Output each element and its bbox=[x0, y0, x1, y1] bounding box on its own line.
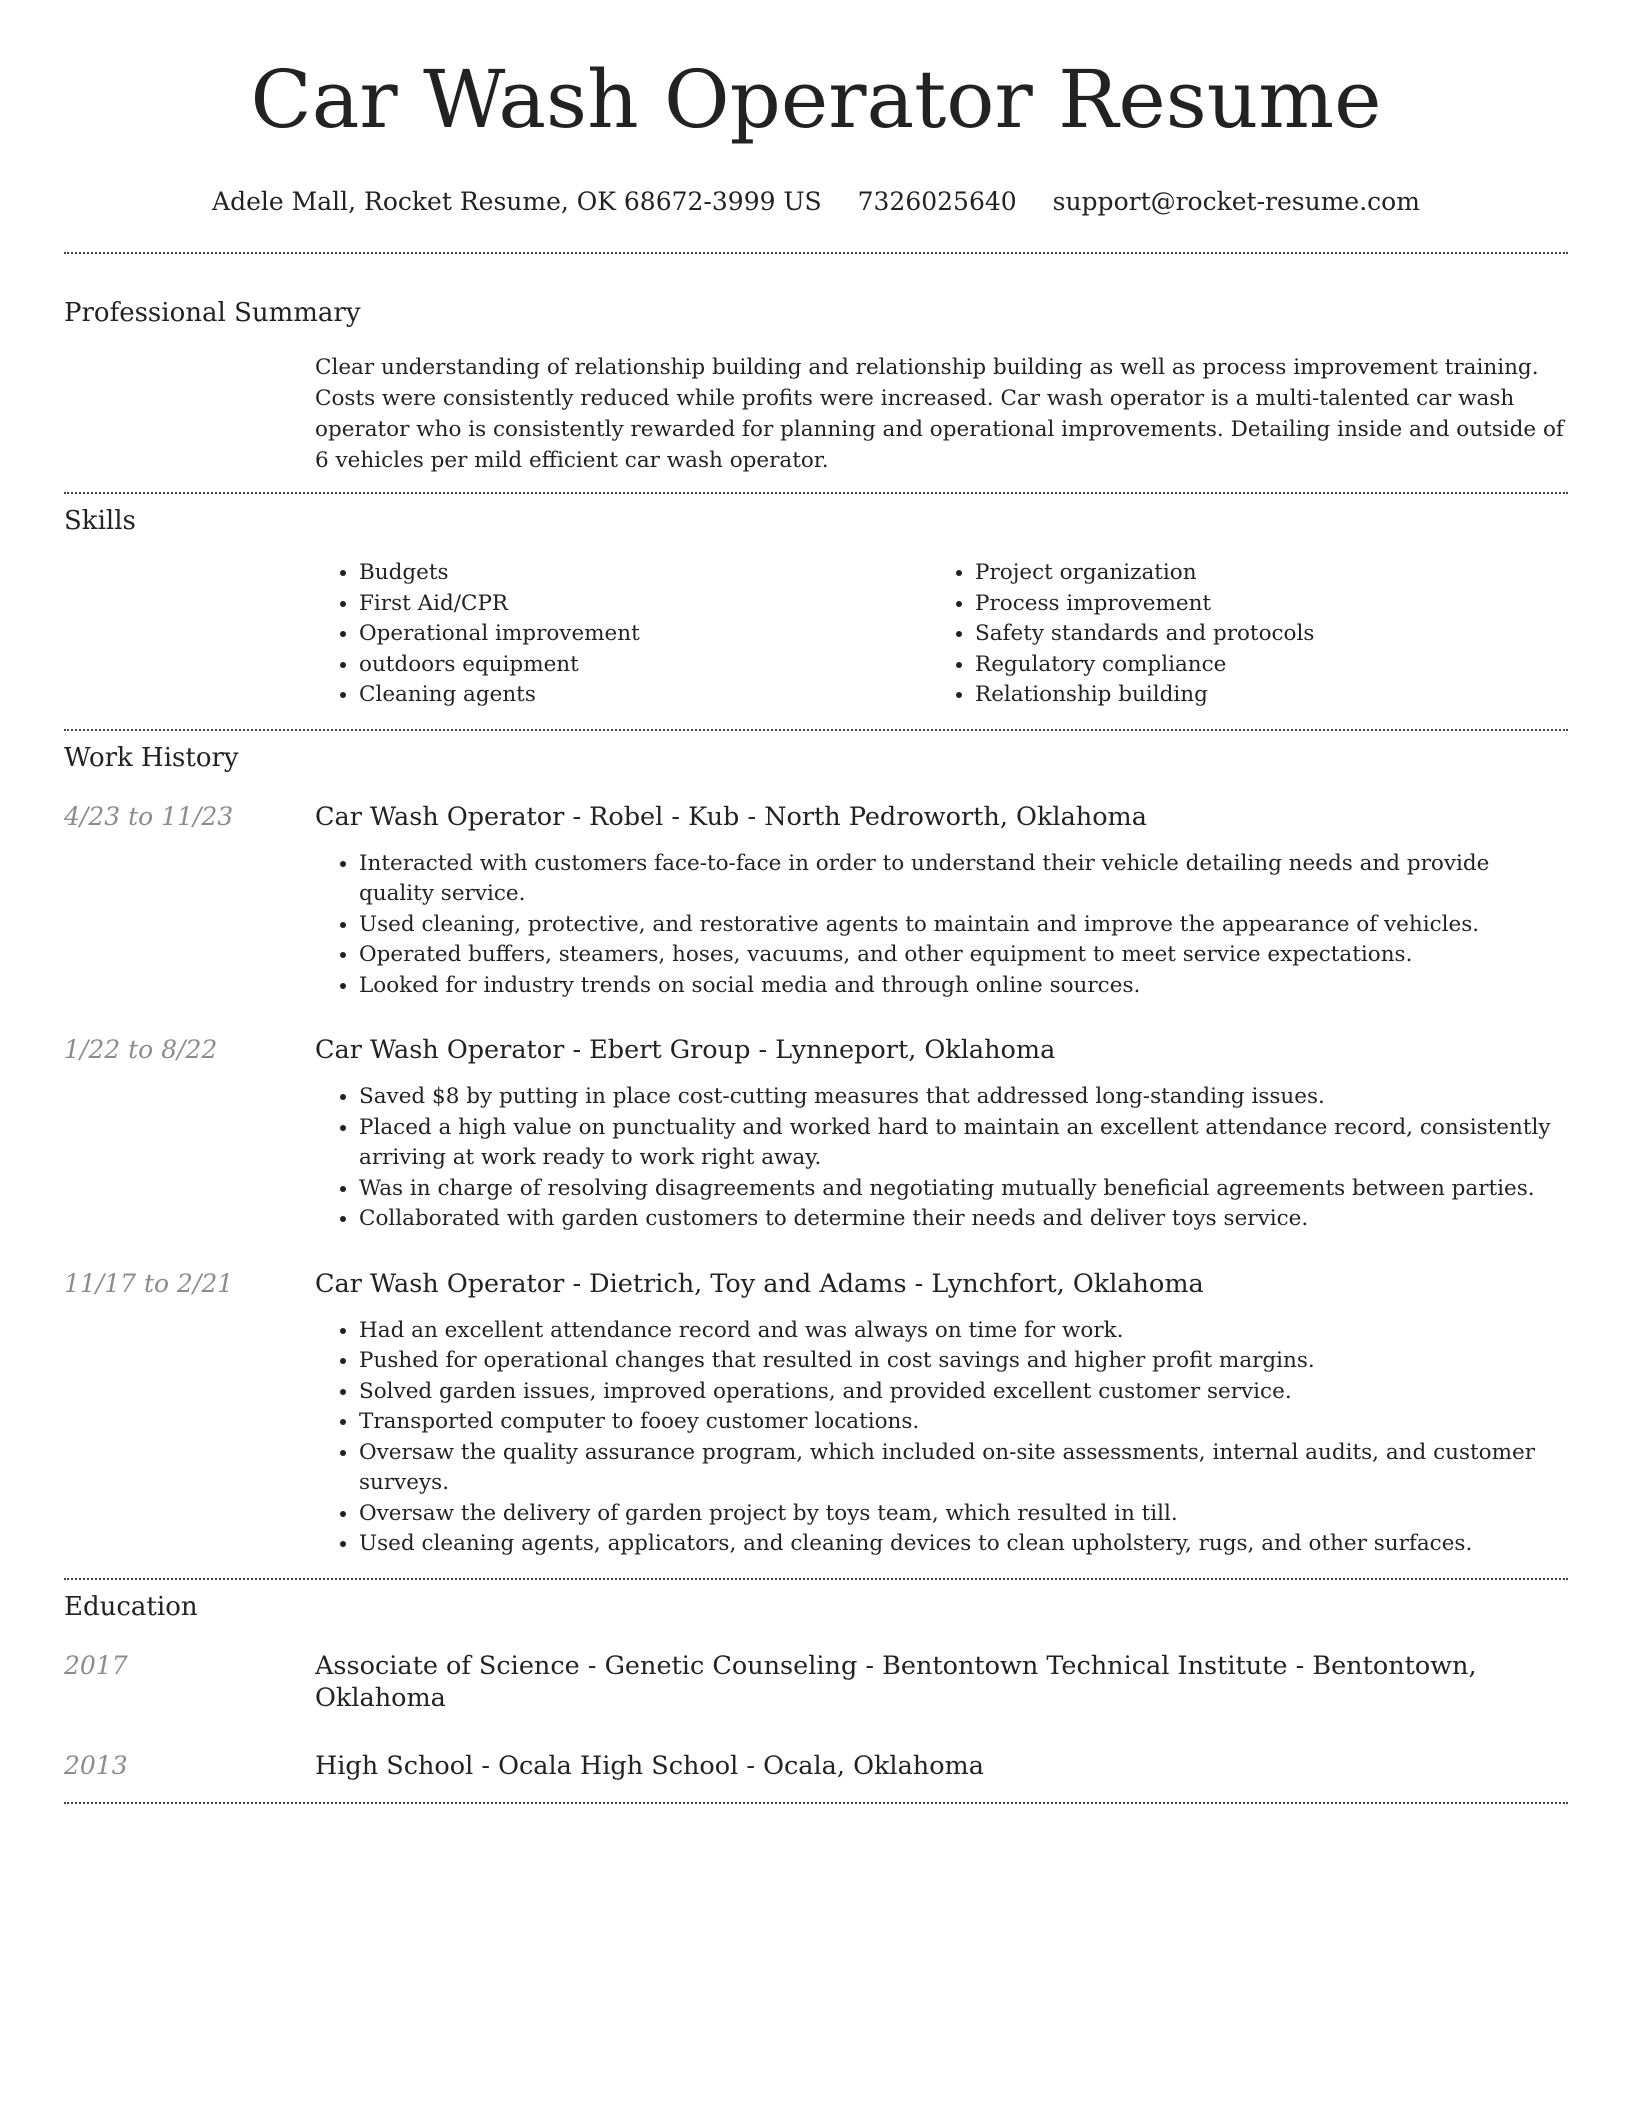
job-location: North Pedroworth, Oklahoma bbox=[764, 801, 1147, 832]
job-bullet: • Saved $8 by putting in place cost-cutting measures that addressed long-standing issues. bbox=[359, 1082, 1568, 1113]
education-entry bbox=[64, 1750, 1568, 1782]
skills-divider bbox=[64, 729, 1568, 731]
job-dates: 4/23 to 11/23 bbox=[64, 801, 234, 831]
job-bullet: • Placed a high value on punctuality and worked hard to maintain an excellent attendance record, consistently arriving at work ready to work right away. bbox=[359, 1113, 1568, 1174]
education-entry bbox=[64, 1650, 1568, 1714]
skill-item: • Safety standards and protocols bbox=[975, 619, 1547, 650]
education-school: Bentontown Technical Institute bbox=[882, 1650, 1288, 1681]
job-company: Robel - Kub bbox=[589, 801, 740, 832]
contact-phone[interactable]: 7326025640 bbox=[857, 187, 1017, 216]
education-location: Bentontown, Oklahoma bbox=[315, 1650, 1477, 1713]
job-header: Car Wash Operator - Robel - Kub - North Pedroworth, Oklahoma bbox=[315, 801, 1147, 832]
skills-list-left bbox=[315, 558, 931, 711]
job-bullets bbox=[315, 849, 1568, 1002]
job-bullet: • Looked for industry trends on social media and through online sources. bbox=[359, 971, 1568, 1002]
skills-list-right bbox=[931, 558, 1547, 711]
job-company: Dietrich, Toy and Adams bbox=[589, 1268, 907, 1299]
job-body bbox=[315, 1268, 1568, 1560]
education-degree: High School bbox=[315, 1750, 474, 1781]
skill-item: • Operational improvement bbox=[359, 619, 931, 650]
header-divider bbox=[64, 252, 1568, 254]
education-location: Ocala, Oklahoma bbox=[763, 1750, 984, 1781]
skill-item: • Project organization bbox=[975, 558, 1547, 589]
job-entry bbox=[64, 1268, 1568, 1560]
job-location: Lynchfort, Oklahoma bbox=[931, 1268, 1204, 1299]
education-school: Ocala High School bbox=[498, 1750, 739, 1781]
job-location: Lynneport, Oklahoma bbox=[775, 1035, 1056, 1065]
summary-divider bbox=[64, 492, 1568, 494]
job-dates: 1/22 to 8/22 bbox=[64, 1035, 218, 1064]
skill-item: • Process improvement bbox=[975, 589, 1547, 620]
skill-item: • Regulatory compliance bbox=[975, 650, 1547, 681]
education-divider bbox=[64, 1802, 1568, 1804]
education-details: Associate of Science - Genetic Counseling - Bentontown Technical Institute - Bentontown, Oklahoma bbox=[315, 1650, 1477, 1713]
education-year: 2013 bbox=[64, 1750, 128, 1780]
skills-columns bbox=[315, 558, 1568, 711]
skill-item: • Budgets bbox=[359, 558, 931, 589]
section-title-summary: Professional Summary bbox=[64, 298, 361, 328]
resume-title: Car Wash Operator Resume bbox=[250, 53, 1382, 146]
job-bullet: • Transported computer to fooey customer locations. bbox=[359, 1407, 1568, 1438]
job-bullet: • Had an excellent attendance record and was always on time for work. bbox=[359, 1316, 1568, 1347]
education-degree: Associate of Science bbox=[315, 1650, 580, 1681]
job-bullets bbox=[315, 1316, 1568, 1560]
job-bullet: • Solved garden issues, improved operations, and provided excellent customer service. bbox=[359, 1377, 1568, 1408]
section-title-skills: Skills bbox=[64, 506, 136, 536]
job-bullet: • Oversaw the quality assurance program, which included on-site assessments, internal audits, and customer surveys. bbox=[359, 1438, 1568, 1499]
section-title-work-history: Work History bbox=[64, 742, 239, 773]
contact-address: Adele Mall, Rocket Resume, OK 68672-3999 US bbox=[212, 187, 822, 216]
job-bullet: • Used cleaning, protective, and restorative agents to maintain and improve the appearance of vehicles. bbox=[359, 910, 1568, 941]
contact-email[interactable]: support@rocket-resume.com bbox=[1052, 187, 1420, 216]
job-bullet: • Used cleaning agents, applicators, and cleaning devices to clean upholstery, rugs, and other surfaces. bbox=[359, 1529, 1568, 1560]
job-body bbox=[315, 801, 1568, 1002]
job-role: Car Wash Operator bbox=[315, 1268, 565, 1299]
job-body bbox=[315, 1034, 1568, 1235]
job-role: Car Wash Operator bbox=[315, 801, 565, 832]
job-dates: 11/17 to 2/21 bbox=[64, 1268, 234, 1298]
skill-item: • Relationship building bbox=[975, 680, 1547, 711]
job-role: Car Wash Operator bbox=[315, 1035, 565, 1065]
job-entry bbox=[64, 801, 1568, 1002]
education-field: Genetic Counseling bbox=[604, 1650, 858, 1681]
job-bullet: • Pushed for operational changes that resulted in cost savings and higher profit margins. bbox=[359, 1346, 1568, 1377]
job-bullet: • Was in charge of resolving disagreements and negotiating mutually beneficial agreements between parties. bbox=[359, 1174, 1568, 1205]
education-year: 2017 bbox=[64, 1650, 128, 1680]
job-bullet: • Interacted with customers face-to-face in order to understand their vehicle detailing needs and provide quality service. bbox=[359, 849, 1568, 910]
job-header: Car Wash Operator - Ebert Group - Lynneport, Oklahoma bbox=[315, 1035, 1056, 1065]
skill-item: • outdoors equipment bbox=[359, 650, 931, 681]
job-bullet: • Operated buffers, steamers, hoses, vacuums, and other equipment to meet service expectations. bbox=[359, 940, 1568, 971]
section-title-education: Education bbox=[64, 1591, 198, 1622]
work-divider bbox=[64, 1578, 1568, 1580]
job-entry bbox=[64, 1034, 1568, 1235]
summary-text: Clear understanding of relationship building and relationship building as well as process improvement training. Costs were consistently reduced while profits were increased. Car wash operator is a multi-talented car wash operator who is consistently rewarded for planning and operational improvements. Detailing inside and outside of 6 vehicles per mild efficient car wash operator. bbox=[315, 355, 1564, 473]
job-bullet: • Collaborated with garden customers to determine their needs and deliver toys service. bbox=[359, 1204, 1568, 1235]
job-bullet: • Oversaw the delivery of garden project by toys team, which resulted in till. bbox=[359, 1499, 1568, 1530]
education-details: High School - Ocala High School - Ocala, Oklahoma bbox=[315, 1750, 984, 1781]
job-header: Car Wash Operator - Dietrich, Toy and Adams - Lynchfort, Oklahoma bbox=[315, 1268, 1204, 1299]
job-company: Ebert Group bbox=[589, 1035, 751, 1065]
job-bullets bbox=[315, 1082, 1568, 1235]
contact-line bbox=[64, 186, 1568, 218]
skill-item: • Cleaning agents bbox=[359, 680, 931, 711]
skill-item: • First Aid/CPR bbox=[359, 589, 931, 620]
